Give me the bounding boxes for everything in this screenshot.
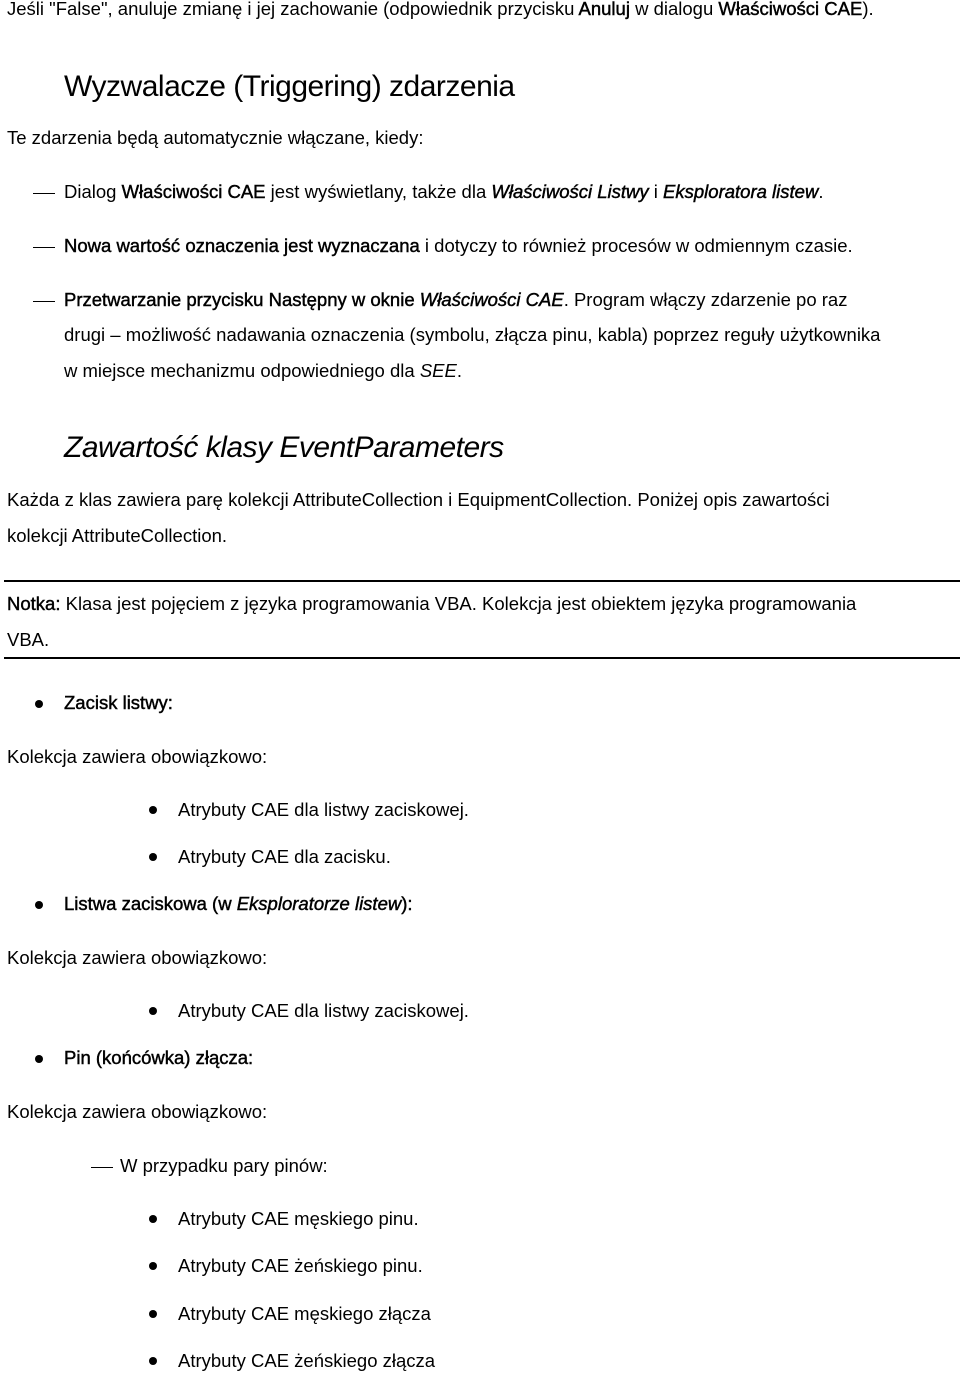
section-title-pin: Pin (końcówka) złącza: — [64, 1047, 254, 1068]
bullet-icon — [35, 901, 43, 909]
item-term: Właściwości CAE — [121, 181, 266, 202]
trigger-item-2 — [64, 235, 853, 257]
dash-bullet-icon — [91, 1167, 113, 1168]
note-text: Klasa jest pojęciem z języka programowania VBA. Kolekcja jest obiektem języka programowania — [60, 593, 857, 614]
intro-text-suffix: ). — [862, 0, 874, 19]
trigger-item-1 — [64, 181, 823, 203]
list-item: Atrybuty CAE żeńskiego pinu. — [178, 1255, 423, 1276]
bullet-icon — [149, 853, 157, 861]
item-term: Nowa wartość oznaczenia jest wyznaczana — [64, 235, 420, 256]
dash-bullet-icon — [33, 193, 55, 194]
intro-text-middle: w dialogu — [629, 0, 719, 19]
section-lead-zacisk: Kolekcja zawiera obowiązkowo: — [7, 746, 268, 767]
bullet-icon — [149, 1215, 157, 1223]
title-text: Listwa zaciskowa (w — [64, 893, 237, 914]
title-term: Eksploratorze listew — [236, 893, 402, 914]
bullet-icon — [35, 1055, 43, 1063]
bullet-icon — [149, 1357, 157, 1365]
item-term: SEE — [419, 360, 457, 381]
content-heading: Zawartość klasy EventParameters — [64, 431, 504, 464]
intro-text: Jeśli "False", anuluje zmianę i jej zachowanie (odpowiednik przycisku — [7, 0, 579, 19]
bullet-icon — [149, 1262, 157, 1270]
item-text: . — [456, 360, 462, 381]
item-term: Eksploratora listew — [663, 181, 819, 202]
content-paragraph-line-2: kolekcji AttributeCollection. — [7, 525, 228, 546]
item-text: . — [818, 181, 824, 202]
item-text: w miejsce mechanizmu odpowiedniego dla — [64, 360, 420, 381]
list-item: Atrybuty CAE męskiego pinu. — [178, 1208, 419, 1229]
list-item: Atrybuty CAE męskiego złącza — [178, 1303, 431, 1324]
triggers-lead: Te zdarzenia będą automatycznie włączane, kiedy: — [7, 127, 424, 148]
item-term: Właściwości CAE — [419, 289, 564, 310]
item-text: jest wyświetlany, także dla — [265, 181, 492, 202]
note-label: Notka: — [7, 593, 61, 614]
section-title-zacisk: Zacisk listwy: — [64, 692, 173, 713]
dash-bullet-icon — [33, 301, 55, 302]
anuluj-term: Anuluj — [578, 0, 630, 19]
bullet-icon — [149, 806, 157, 814]
item-term: Właściwości Listwy — [491, 181, 649, 202]
list-item: Atrybuty CAE dla zacisku. — [178, 846, 391, 867]
bullet-icon — [149, 1310, 157, 1318]
section-title-listwa — [64, 893, 413, 915]
note-top-rule — [4, 580, 960, 582]
note-bottom-rule — [4, 657, 960, 659]
list-item: Atrybuty CAE dla listwy zaciskowej. — [178, 799, 469, 820]
item-text: . Program włączy zdarzenie po raz — [563, 289, 848, 310]
item-term: Przetwarzanie przycisku Następny w oknie — [64, 289, 420, 310]
sub-item: W przypadku pary pinów: — [120, 1155, 328, 1176]
bullet-icon — [149, 1007, 157, 1015]
triggers-heading: Wyzwalacze (Triggering) zdarzenia — [64, 70, 515, 103]
note-line-2: VBA. — [7, 629, 50, 650]
item-text: i — [648, 181, 664, 202]
list-item: Atrybuty CAE dla listwy zaciskowej. — [178, 1000, 469, 1021]
item-text: Dialog — [64, 181, 122, 202]
bullet-icon — [35, 700, 43, 708]
section-lead-listwa: Kolekcja zawiera obowiązkowo: — [7, 947, 268, 968]
list-item: Atrybuty CAE żeńskiego złącza — [178, 1350, 436, 1371]
content-paragraph-line-1: Każda z klas zawiera parę kolekcji AttributeCollection i EquipmentCollection. Poniżej opis zawartości — [7, 489, 830, 510]
note-line-1 — [7, 593, 856, 615]
trigger-item-3-line-3 — [64, 360, 462, 382]
trigger-item-3 — [64, 289, 847, 311]
item-text: i dotyczy to również procesów w odmiennym czasie. — [419, 235, 853, 256]
dash-bullet-icon — [33, 247, 55, 248]
section-lead-pin: Kolekcja zawiera obowiązkowo: — [7, 1101, 268, 1122]
dialog-term: Właściwości CAE — [718, 0, 863, 19]
trigger-item-3-line-2: drugi – możliwość nadawania oznaczenia (symbolu, złącza pinu, kabla) poprzez reguły użytkownika — [64, 324, 881, 345]
title-text: ): — [401, 893, 413, 914]
intro-line — [7, 0, 874, 20]
